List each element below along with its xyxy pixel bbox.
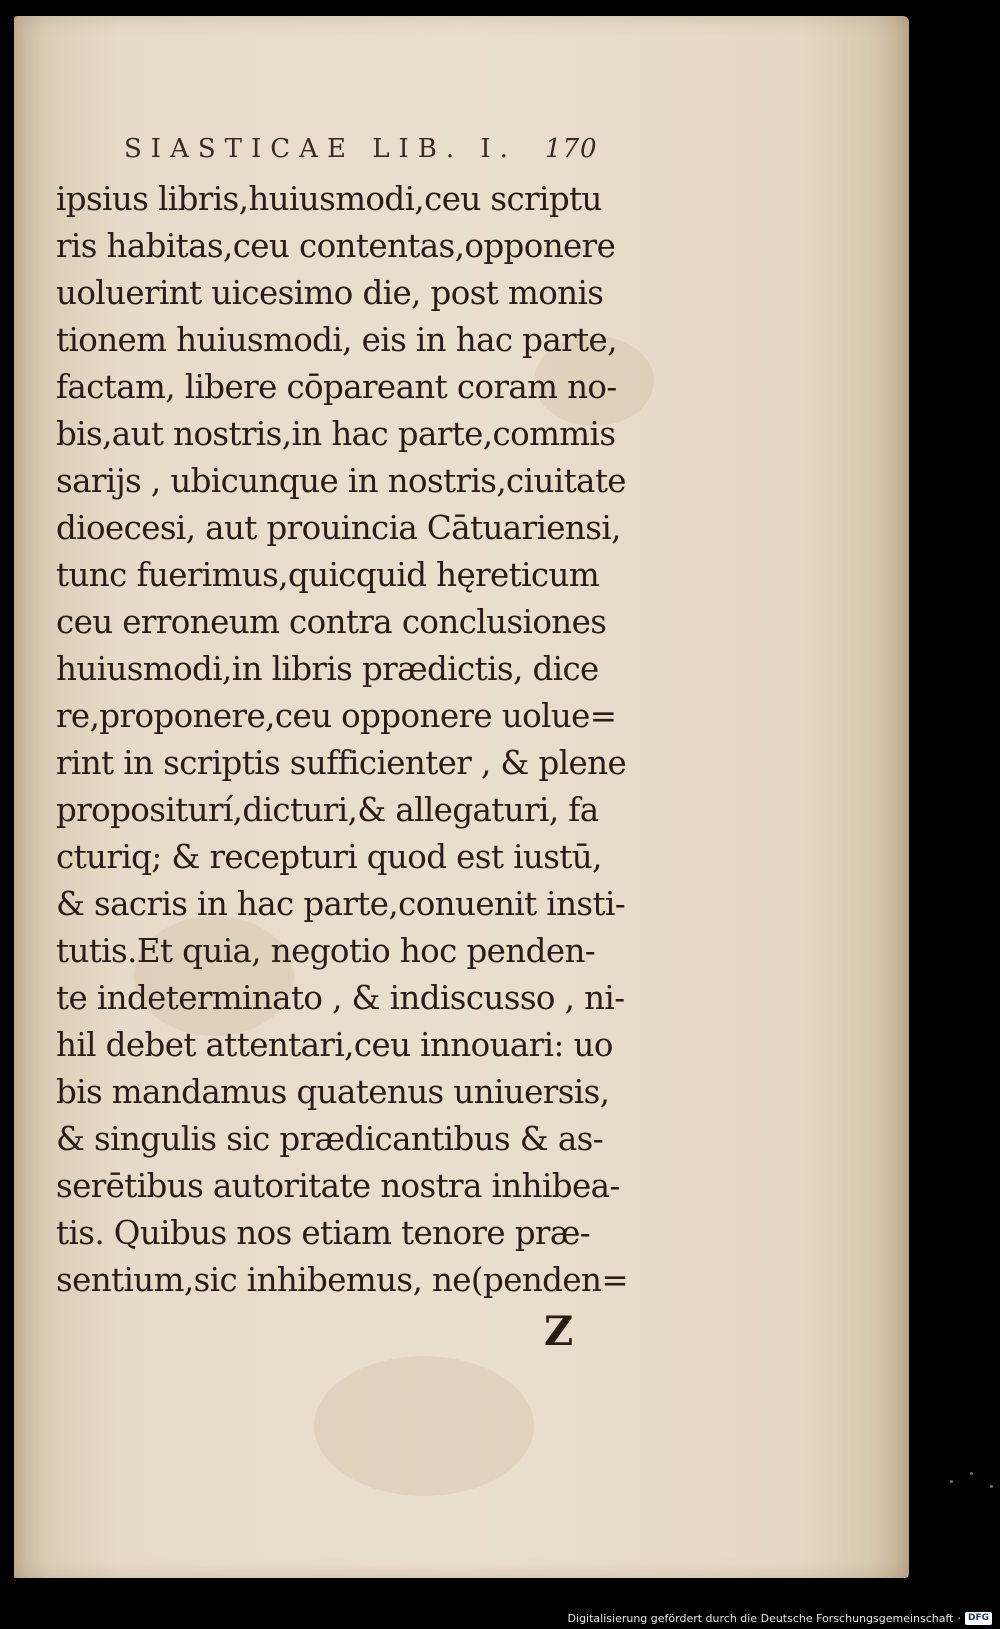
body-text (56, 176, 686, 1304)
text-line: hil debet attentari,ceu innouari: uo (56, 1026, 613, 1064)
text-line: & sacris in hac parte,conuenit insti- (56, 885, 626, 923)
text-line: re,proponere,ceu opponere uolue= (56, 697, 617, 735)
text-line: bis mandamus quatenus uniuersis, (56, 1073, 610, 1111)
text-line: ipsius libris,huiusmodi,ceu scriptu (56, 180, 602, 218)
book-page (14, 16, 909, 1578)
text-line: huiusmodi,in libris prædictis, dice (56, 650, 599, 688)
dust-speck (950, 1480, 953, 1483)
text-line: bis,aut nostris,in hac parte,commis (56, 415, 616, 453)
running-head-title: SIASTICAE LIB. I. (124, 134, 517, 164)
text-line: rint in scriptis sufficienter , & plene (56, 744, 627, 782)
page-number: 170 (544, 134, 598, 164)
signature-mark: Z (544, 1308, 574, 1355)
dust-speck (970, 1472, 973, 1475)
text-block (56, 134, 686, 1355)
text-line: tutis.Et quia, negotio hoc penden- (56, 932, 596, 970)
running-head (56, 134, 686, 174)
text-line: tis. Quibus nos etiam tenore præ- (56, 1214, 591, 1252)
text-line: serētibus autoritate nostra inhibea- (56, 1167, 620, 1205)
text-line: sarijs , ubicunque in nostris,ciuitate (56, 462, 626, 500)
text-line: ris habitas,ceu contentas,opponere (56, 227, 616, 265)
text-line: factam, libere cōpareant coram no- (56, 368, 617, 406)
text-line: ceu erroneum contra conclusiones (56, 603, 607, 641)
text-line: uoluerint uicesimo die, post monis (56, 274, 604, 312)
text-line: cturiq; & recepturi quod est iustū, (56, 838, 602, 876)
dfg-logo-icon: DFG (965, 1612, 992, 1625)
text-line: dioecesi, aut prouincia Cātuariensi, (56, 509, 621, 547)
text-line: sentium,sic inhibemus, ne(penden= (56, 1261, 628, 1299)
text-line: propositurí,dicturi,& allegaturi, fa (56, 791, 599, 829)
text-line: tunc fuerimus,quicquid hęreticum (56, 556, 600, 594)
dust-speck (990, 1485, 993, 1488)
paper-stain (314, 1356, 534, 1496)
text-line: te indeterminato , & indiscusso , ni- (56, 979, 625, 1017)
text-line: & singulis sic prædicantibus & as- (56, 1120, 604, 1158)
digitization-credit: Digitalisierung gefördert durch die Deutsche Forschungsgemeinschaft · DFG (568, 1612, 992, 1625)
text-line: tionem huiusmodi, eis in hac parte, (56, 321, 617, 359)
credit-text: Digitalisierung gefördert durch die Deutsche Forschungsgemeinschaft (567, 1612, 954, 1625)
